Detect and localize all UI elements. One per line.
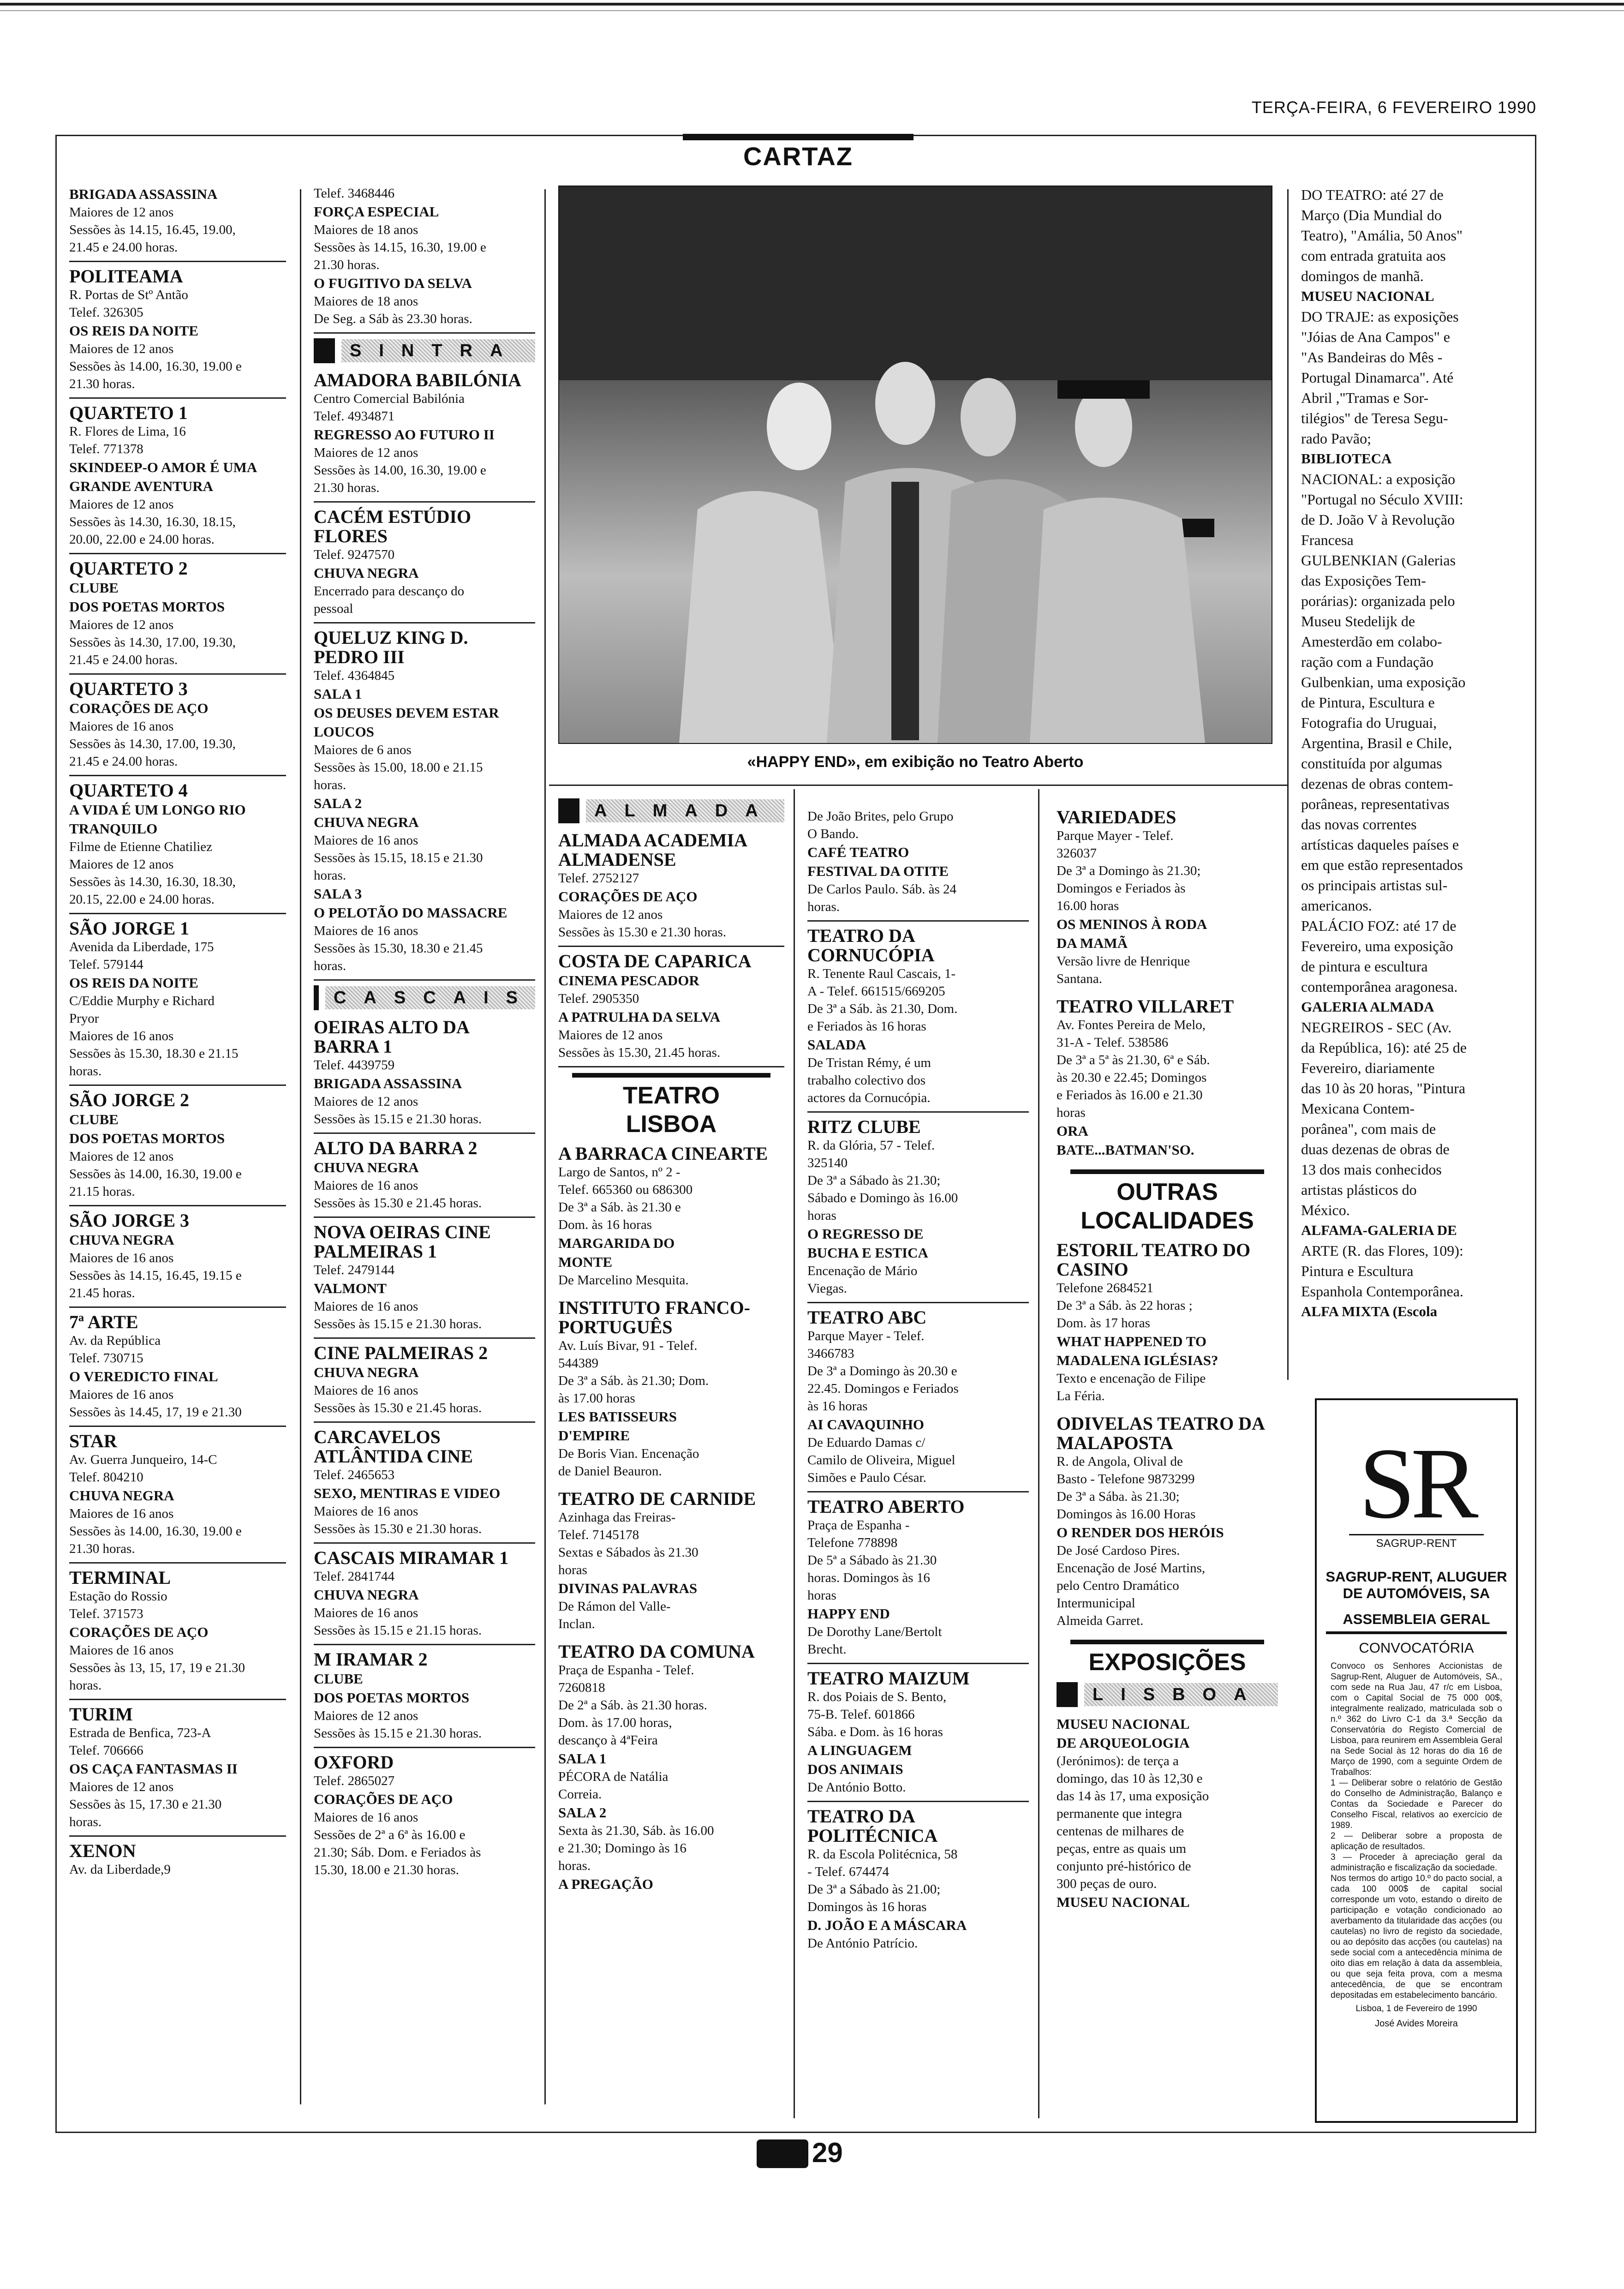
listing: QUARTETO 1 R. Flores de Lima, 16 Telef. 771378 SKINDEEP-O AMOR É UMA GRANDE AVENTURA Maiores de 12 anos Sessões às 14.30, 16.30, 18.15, 20.00, 22.00 e 24.00 horas.	[69, 403, 286, 554]
listing: OXFORD Telef. 2865027 CORAÇÕES DE AÇO Maiores de 16 anos Sessões de 2ª a 6ª às 16.00 e 21.30; Sáb. Dom. e Feriados às 15.30, 18.00 e 21.30 horas.	[314, 1752, 481, 1877]
sagrup-logo: SR	[1359, 1427, 1474, 1540]
section-band-lisboa: LISBOA	[1057, 1682, 1278, 1707]
company-name: SAGRUP-RENT, ALUGUER DE AUTOMÓVEIS, SA	[1325, 1569, 1507, 1601]
column-rule	[1287, 189, 1289, 1380]
listing: COSTA DE CAPARICA CINEMA PESCADOR Telef. 2905350 A PATRULHA DA SELVA Maiores de 12 anos Sessões às 15.30, 21.45 horas.	[558, 952, 784, 1067]
listing: Telef. 3468446 FORÇA ESPECIAL Maiores de 18 anos Sessões às 14.15, 16.30, 19.00 e 21.30 horas. O FUGITIVO DA SELVA Maiores de 18 anos De Seg. a Sáb às 23.30 horas.	[314, 185, 535, 334]
assembly-title: ASSEMBLEIA GERAL	[1326, 1611, 1507, 1634]
listing: TEATRO DE CARNIDE Azinhaga das Freiras- Telef. 7145178 Sextas e Sábados às 21.30 horas DIVINAS PALAVRAS De Rámon del Valle- Inclan.	[558, 1488, 756, 1631]
top-rule	[0, 3, 1624, 6]
listing: XENON Av. da Liberdade,9	[69, 1840, 171, 1877]
listing: TEATRO VILLARET Av. Fontes Pereira de Melo, 31-A - Telef. 538586 De 3ª a 5ª às 21.30, 6ª e Sáb. às 20.30 e 22.45; Domingos e Feriados às 16.00 e 21.30 horas ORA BATE...BATMAN'SO.	[1057, 996, 1234, 1158]
section-header-outras-localidades: OUTRAS LOCALIDADES	[1057, 1169, 1278, 1235]
top-rule-thin	[0, 10, 1624, 11]
listing: CASCAIS MIRAMAR 1 Telef. 2841744 CHUVA NEGRA Maiores de 16 anos Sessões às 15.15 e 21.15 horas.	[314, 1548, 535, 1645]
listing: TEATRO DA CORNUCÓPIA R. Tenente Raul Cascais, 1- A - Telef. 661515/669205 De 3ª a Sáb. às 21.30, Dom. e Feriados às 16 horas SALADA De Tristan Rémy, é um trabalho colectivo dos actores da Cornucópia.	[807, 926, 1029, 1113]
sagrup-rent-notice	[1315, 1398, 1518, 2123]
photo-illustration	[559, 186, 1272, 743]
listing: ALTO DA BARRA 2 CHUVA NEGRA Maiores de 16 anos Sessões às 15.30 e 21.45 horas.	[314, 1139, 535, 1218]
listing: NOVA OEIRAS CINE PALMEIRAS 1 Telef. 2479144 VALMONT Maiores de 16 anos Sessões às 15.15 e 21.30 horas.	[314, 1222, 535, 1339]
listing: ESTORIL TEATRO DO CASINO Telefone 2684521 De 3ª a Sáb. às 22 horas ; Dom. às 17 horas WHAT HAPPENED TO MADALENA IGLÉSIAS? Texto e encenação de Filipe La Féria.	[1057, 1240, 1251, 1403]
listing: OEIRAS ALTO DA BARRA 1 Telef. 4439759 BRIGADA ASSASSINA Maiores de 12 anos Sessões às 15.15 e 21.30 horas.	[314, 1018, 535, 1134]
listing: TEATRO ABC Parque Mayer - Telef. 3466783 De 3ª a Domingo às 20.30 e 22.45. Domingos e Feriados às 16 horas AI CAVAQUINHO De Eduardo Damas c/ Camilo de Oliveira, Miguel Simões e Paulo César.	[807, 1308, 1029, 1492]
section-band-sintra: SINTRA	[314, 338, 535, 363]
listing: QUARTETO 4 A VIDA É UM LONGO RIO TRANQUILO Filme de Etienne Chatiliez Maiores de 12 anos Sessões às 14.30, 16.30, 18.30, 20.15, 22.00 e 24.00 horas.	[69, 781, 286, 914]
listing: POLITEAMA R. Portas de Stº Antão Telef. 326305 OS REIS DA NOITE Maiores de 12 anos Sessões às 14.00, 16.30, 19.00 e 21.30 horas.	[69, 267, 286, 399]
listing: A BARRACA CINEARTE Largo de Santos, nº 2 - Telef. 665360 ou 686300 De 3ª a Sáb. às 21.30 e Dom. às 16 horas MARGARIDA DO MONTE De Marcelino Mesquita.	[558, 1143, 768, 1288]
listing: 7ª ARTE Av. da República Telef. 730715 O VEREDICTO FINAL Maiores de 16 anos Sessões às 14.45, 17, 19 e 21.30	[69, 1312, 286, 1427]
listing: TEATRO ABERTO Praça de Espanha - Telefone 778898 De 5ª a Sábado às 21.30 horas. Domingos às 16 horas HAPPY END De Dorothy Lane/Bertolt Brecht.	[807, 1497, 1029, 1664]
listing: CARCAVELOS ATLÂNTIDA CINE Telef. 2465653 SEXO, MENTIRAS E VIDEO Maiores de 16 anos Sessões às 15.30 e 21.30 horas.	[314, 1427, 535, 1544]
listing: BRIGADA ASSASSINA Maiores de 12 anos Sessões às 14.15, 16.45, 19.00, 21.45 e 24.00 horas.	[69, 185, 286, 262]
listing: TURIM Estrada de Benfica, 723-A Telef. 706666 OS CAÇA FANTASMAS II Maiores de 12 anos Sessões às 15, 17.30 e 21.30 horas.	[69, 1705, 286, 1837]
listing: CINE PALMEIRAS 2 CHUVA NEGRA Maiores de 16 anos Sessões às 15.30 e 21.45 horas.	[314, 1343, 535, 1423]
theatre-column-3	[1057, 808, 1278, 1921]
theatre-column-2	[807, 808, 1029, 1961]
column-rule	[300, 189, 301, 2104]
section-header-exposicoes: EXPOSIÇÕES	[1057, 1640, 1278, 1677]
listing: TEATRO MAIZUM R. dos Poiais de S. Bento, 75-B. Telef. 601866 Sába. e Dom. às 16 horas A LINGUAGEM DOS ANIMAIS De António Botto.	[807, 1669, 1029, 1802]
exhibition-column: DO TEATRO: até 27 de Março (Dia Mundial do Teatro), "Amália, 50 Anos" com entrada gratuita aos domingos de manhã. MUSEU NACIONAL DO TRAJE: as exposições "Jóias de Ana Campos" e "As Bandeiras do Mês - Portugal Dinamarca". Até Abril ,"Tramas e Sor- tilégios" de Teresa Segu- rado Pavão; BIBLIOTECA NACIONAL: a exposição "Portugal no Século XVIII: de D. João V à Revolução Francesa GULBENKIAN (Galerias das Exposições Tem- porárias): organizada pelo Museu Stedelijk de Amesterdão em colabo- ração com a Fundação Gulbenkian, uma exposição de Pintura, Escultura e Fotografia do Uruguai, Argentina, Brasil e Chile, constituída por algumas dezenas de obras contem- porâneas, representativas das novas correntes artísticas daqueles países e em que estão representados os principais artistas sul- americanos. PALÁCIO FOZ: até 17 de Fevereiro, uma exposição de pintura e escultura contemporânea aragonesa. GALERIA ALMADA NEGREIROS - SEC (Av. da República, 16): até 25 de Fevereiro, diariamente das 10 às 20 horas, "Pintura Mexicana Contem- porânea", com mais de duas dezenas de obras de 13 dos mais conhecidos artistas plásticos do México. ALFAMA-GALERIA DE ARTE (R. das Flores, 109): Pintura e Escultura Espanhola Contemporânea. ALFA MIXTA (Escola	[1301, 186, 1467, 1319]
listing: ODIVELAS TEATRO DA MALAPOSTA R. de Angola, Olival de Basto - Telefone 9873299 De 3ª a Sába. às 21.30; Domingos às 16.00 Horas O RENDER DOS HERÓIS De José Cardoso Pires. Encenação de José Martins, pelo Centro Dramático Intermunicipal Almeida Garret.	[1057, 1413, 1264, 1628]
listing: TEATRO DA COMUNA Praça de Espanha - Telef. 7260818 De 2ª a Sáb. às 21.30 horas. Dom. às 17.00 horas, descanço à 4ªFeira SALA 1 PÉCORA de Natália Correia. SALA 2 Sexta às 21.30, Sáb. às 16.00 e 21.30; Domingo às 16 horas. A PREGAÇÃO	[558, 1641, 755, 1892]
listing: SÃO JORGE 3 CHUVA NEGRA Maiores de 16 anos Sessões às 14.15, 16.45, 19.15 e 21.45 horas.	[69, 1211, 286, 1308]
listing: RITZ CLUBE R. da Glória, 57 - Telef. 325140 De 3ª a Sábado às 21.30; Sábado e Domingo às 16.00 horas O REGRESSO DE BUCHA E ESTICA Encenação de Mário Viegas.	[807, 1117, 1029, 1303]
column-rule	[544, 189, 546, 2104]
listing: SÃO JORGE 2 CLUBE DOS POETAS MORTOS Maiores de 12 anos Sessões às 14.00, 16.30, 19.00 e 21.15 horas.	[69, 1091, 286, 1206]
dateline: TERÇA-FEIRA, 6 FEVEREIRO 1990	[1251, 98, 1536, 117]
listing: QUELUZ KING D. PEDRO III Telef. 4364845 SALA 1 OS DEUSES DEVEM ESTAR LOUCOS Maiores de 6 anos Sessões às 15.00, 18.00 e 21.15 horas. SALA 2 CHUVA NEGRA Maiores de 16 anos Sessões às 15.15, 18.15 e 21.30 horas. SALA 3 O PELOTÃO DO MASSACRE Maiores de 16 anos Sessões às 15.30, 18.30 e 21.45 horas.	[314, 628, 535, 981]
listing: CACÉM ESTÚDIO FLORES Telef. 9247570 CHUVA NEGRA Encerrado para descanço do pessoal	[314, 507, 535, 623]
photo-caption: «HAPPY END», em exibição no Teatro Aberto	[747, 753, 1084, 771]
column-rule	[1038, 789, 1039, 2118]
listing: VARIEDADES Parque Mayer - Telef. 326037 De 3ª a Domingo às 21.30; Domingos e Feriados às 16.00 horas OS MENINOS À RODA DA MAMÃ Versão livre de Henrique Santana.	[1057, 807, 1207, 986]
listing: TERMINAL Estação do Rossio Telef. 371573 CORAÇÕES DE AÇO Maiores de 16 anos Sessões às 13, 15, 17, 19 e 21.30 horas.	[69, 1568, 286, 1700]
listing: SÃO JORGE 1 Avenida da Liberdade, 175 Telef. 579144 OS REIS DA NOITE C/Eddie Murphy e Richard Pryor Maiores de 16 anos Sessões às 15.30, 18.30 e 21.15 horas.	[69, 919, 286, 1086]
section-band-almada: ALMADA	[558, 798, 784, 823]
listing: MUSEU NACIONAL DE ARQUEOLOGIA (Jerónimos): de terça a domingo, das 10 às 12,30 e das 14 às 17, uma exposição permanente que integra centenas de milhares de peças, entre as quais um conjunto pré-histórico de 300 peças de ouro. MUSEU NACIONAL	[1057, 1716, 1209, 1910]
page-number: 29	[812, 2137, 843, 2168]
newspaper-logo-icon	[757, 2139, 808, 2168]
listing: TEATRO DA POLITÉCNICA R. da Escola Politécnica, 58 - Telef. 674474 De 3ª a Sábado às 21.00; Domingos às 16 horas D. JOÃO E A MÁSCARA De António Patrício.	[807, 1806, 967, 1951]
listing: M IRAMAR 2 CLUBE DOS POETAS MORTOS Maiores de 12 anos Sessões às 15.15 e 21.30 horas.	[314, 1650, 535, 1748]
logo-subtitle: SAGRUP-RENT	[1349, 1534, 1484, 1550]
convocatoria: CONVOCATÓRIA	[1359, 1640, 1474, 1656]
theatre-column-1	[558, 794, 784, 1903]
listing: AMADORA BABILÓNIA Centro Comercial Babilónia Telef. 4934871 REGRESSO AO FUTURO II Maiores de 12 anos Sessões às 14.00, 16.30, 19.00 e 21.30 horas.	[314, 371, 535, 503]
cartaz-title: CARTAZ	[743, 142, 854, 171]
notice-body: Convoco os Senhores Accionistas de Sagrup-Rent, Aluguer de Automóveis, SA., com sede na Rua Jau, 47 r/c em Lisboa, com o Capital Social de 75 000 00$, integralmente realizado, matriculada sob o n.º 362 do Livro C-1 da 3.ª Secção da Conservatória do Registo Comercial de Lisboa, para reunirem em Assembleia Geral na Sede Social às 12 horas do dia 16 de Março de 1990, com a seguinte Ordem de Trabalhos: 1 — Deliberar sobre o relatório de Gestão do Conselho de Administração, Balanço e Contas da Sociedade e Parecer do Conselho Fiscal, relativos ao exercício de 1989. 2 — Deliberar sobre a proposta de aplicação de resultados. 3 — Proceder à apreciação geral da administração e fiscalização da sociedade. Nos termos do artigo 10.º do pacto social, a cada 100 000$ de capital social corresponde um voto, estando o direito de participação e votação condicionado ao averbamento da titularidade das acções (ou cautelas) no livro de registo da sociedade, ou ao depósito das acções (ou cautelas) na sede social com a antecedência mínima de oito dias em relação à data da assembleia, ou que seja feita prova, com a mesma antecedência, de que se encontram depositadas em estabelecimento bancário. Lisboa, 1 de Fevereiro de 1990	[1331, 1661, 1502, 2013]
listing: STAR Av. Guerra Junqueiro, 14-C Telef. 804210 CHUVA NEGRA Maiores de 16 anos Sessões às 14.00, 16.30, 19.00 e 21.30 horas.	[69, 1432, 286, 1564]
listing: INSTITUTO FRANCO-PORTUGUÊS Av. Luís Bivar, 91 - Telef. 544389 De 3ª a Sáb. às 21.30; Dom. às 17.00 horas LES BATISSEURS D'EMPIRE De Boris Vian. Encenação de Daniel Beauron.	[558, 1297, 750, 1479]
listing: QUARTETO 3 CORAÇÕES DE AÇO Maiores de 16 anos Sessões às 14.30, 17.00, 19.30, 21.45 e 24.00 horas.	[69, 679, 286, 776]
cinema-column-1	[69, 185, 286, 1888]
column-rule	[794, 789, 795, 2118]
section-band-cascais: CASCAIS	[314, 985, 535, 1010]
listing: ALMADA ACADEMIA ALMADENSE Telef. 2752127 CORAÇÕES DE AÇO Maiores de 12 anos Sessões às 15.30 e 21.30 horas.	[558, 831, 784, 947]
photo-happy-end	[558, 186, 1272, 744]
cartaz-header	[683, 134, 914, 171]
listing: De João Brites, pelo Grupo O Bando. CAFÉ TEATRO FESTIVAL DA OTITE De Carlos Paulo. Sáb. às 24 horas.	[807, 808, 1029, 922]
photo-bottom-rule	[549, 785, 1287, 786]
signature: José Avides Moreira	[1375, 2019, 1458, 2029]
listing: QUARTETO 2 CLUBE DOS POETAS MORTOS Maiores de 12 anos Sessões às 14.30, 17.00, 19.30, 21.45 e 24.00 horas.	[69, 559, 286, 675]
section-header-teatro-lisboa: TEATRO LISBOA	[558, 1073, 784, 1139]
cinema-column-2	[314, 185, 535, 1888]
